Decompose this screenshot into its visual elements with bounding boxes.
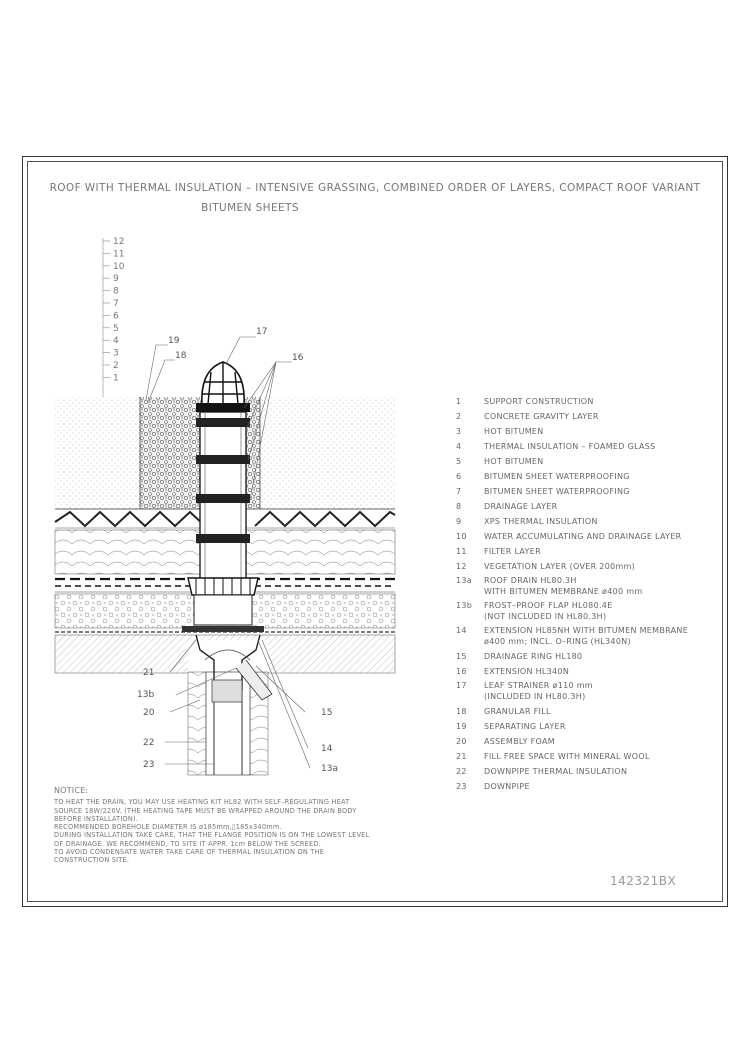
legend-item [452,424,722,439]
legend-text [484,576,722,597]
notice-block [54,787,394,865]
legend-item [452,454,722,469]
legend-number: 23 [456,782,467,791]
legend-number: 8 [456,502,462,511]
legend-item [452,649,722,664]
layer-scale-label: 4 [113,336,119,347]
leaf-strainer [196,362,250,412]
legend-number: 2 [456,412,462,421]
legend-number: 15 [456,652,467,661]
legend-number: 17 [456,681,467,690]
layer-scale-label: 7 [113,299,119,309]
legend-text [484,394,722,409]
legend-text-line: EXTENSION HL85NH WITH BITUMEN MEMBRANE [484,626,689,635]
legend-number: 7 [456,487,462,496]
legend-number: 11 [456,547,467,556]
layer-scale-label: 9 [113,274,119,285]
legend-text-line: LEAF STRAINER ø110 mm [484,681,593,690]
legend-item [452,544,722,559]
legend-item [452,394,722,409]
legend-text [484,469,722,484]
legend-text-line: THERMAL INSULATION – FOAMED GLASS [484,442,656,451]
legend-text [484,544,722,559]
legend-text-line: ASSEMBLY FOAM [484,737,555,746]
legend-number: 12 [456,562,467,571]
legend-text-line: DRAINAGE RING HL180 [484,652,583,661]
legend-text [484,626,722,647]
legend-text-line: XPS THERMAL INSULATION [484,517,598,526]
legend-text-line: FILL FREE SPACE WITH MINERAL WOOL [484,752,650,761]
legend-text [484,559,722,574]
layer-scale-label: 11 [113,249,125,260]
layer-scale [103,237,125,398]
notice-line: RECOMMENDED BOREHOLE DIAMETER IS ø185mm,▯185x340mm. [54,823,282,832]
legend-text-line: CONCRETE GRAVITY LAYER [484,412,599,421]
legend-text-line: DOWNPIPE THERMAL INSULATION [484,767,628,776]
legend-number: 13a [456,576,472,585]
layer-scale-label: 5 [113,323,119,334]
notice-line: OF DRAINAGE. WE RECOMMEND, TO SITE IT APPR. 1cm BELOW THE SCREED. [54,839,321,848]
legend-item [452,749,722,764]
legend-number: 5 [456,457,462,466]
layer-scale-label: 10 [113,261,125,272]
legend-item [452,514,722,529]
legend-text-line: EXTENSION HL340N [484,667,570,676]
legend-text [484,664,722,679]
legend-text [484,514,722,529]
legend-text-line: FILTER LAYER [484,547,541,556]
legend-text [484,749,722,764]
legend-number: 21 [456,752,467,761]
legend-item [452,529,722,544]
callout-18: 18 [175,351,187,361]
layer-scale-label: 12 [113,237,125,247]
notice-line: CONSTRUCTION SITE. [54,856,130,865]
legend-text [484,439,722,454]
legend-number: 18 [456,707,467,716]
legend-text-line: SUPPORT CONSTRUCTION [484,397,594,406]
legend-text [484,719,722,734]
layer-scale-label: 2 [113,361,119,371]
legend-text [484,601,722,622]
callout-20: 20 [143,708,155,718]
legend-number: 20 [456,737,467,746]
legend-text-line: ROOF DRAIN HL80.3H [484,576,577,585]
legend-item [452,499,722,514]
legend-text [484,779,722,794]
callout-13b: 13b [137,690,155,700]
callout-15: 15 [321,708,333,718]
legend-text-line: BITUMEN SHEET WATERPROOFING [484,487,630,496]
legend-item [452,719,722,734]
legend-item [452,469,722,484]
legend-text-line: SEPARATING LAYER [484,722,566,731]
drawing-code: 142321BX [610,874,677,888]
legend-number: 3 [456,427,462,436]
notice-line: DURING INSTALLATION TAKE CARE, THAT THE FLANGE POSITION IS ON THE LOWEST LEVEL [54,831,370,840]
callout-14: 14 [321,744,333,754]
legend-text-line: (INCLUDED IN HL80.3H) [484,691,586,701]
legend-number: 9 [456,517,462,526]
legend-text-line: WITH BITUMEN MEMBRANE ø400 mm [484,586,643,596]
legend-item [452,664,722,679]
legend-item [452,559,722,574]
legend-text-line: FROST–PROOF FLAP HL080.4E [484,601,613,610]
legend-text [484,529,722,544]
legend-item [452,624,722,649]
legend-text [484,681,722,702]
legend-item [452,734,722,749]
legend-item [452,574,722,599]
legend-text-line: DOWNPIPE [484,782,530,791]
callout-22: 22 [143,738,155,748]
legend-text-line: BITUMEN SHEET WATERPROOFING [484,472,630,481]
layer-scale-label: 1 [113,373,119,384]
legend-text-line: (NOT INCLUDED IN HL80.3H) [484,611,607,621]
legend-text [484,484,722,499]
legend-number: 22 [456,767,467,776]
notice-heading: NOTICE: [54,786,89,795]
notice-line: TO AVOID CONDENSATE WATER TAKE CARE OF THERMAL INSULATION ON THE [54,848,325,857]
layer-scale-label: 6 [113,311,119,322]
notice-line: SOURCE 18W/220V. (THE HEATING TAPE MUST BE WRAPPED AROUND THE DRAIN BODY [54,806,357,815]
legend-item [452,409,722,424]
legend-text-line: GRANULAR FILL [484,707,551,716]
legend-text-line: WATER ACCUMULATING AND DRAINAGE LAYER [484,532,682,541]
legend-item [452,599,722,624]
legend-text-line: HOT BITUMEN [484,427,544,436]
legend-item [452,679,722,704]
legend-text-line: HOT BITUMEN [484,457,544,466]
legend-item [452,764,722,779]
callout-13a: 13a [321,764,338,774]
legend-number: 14 [456,626,467,635]
legend-item [452,439,722,454]
legend-number: 6 [456,472,462,481]
legend-text [484,409,722,424]
notice-line: BEFORE INSTALLATION). [54,814,139,823]
legend-text [484,499,722,514]
legend-number: 19 [456,722,467,731]
legend-list [452,394,722,794]
downpipe-assembly [188,635,272,775]
legend-text-line: ø400 mm; INCL. O–RING (HL340N) [484,636,631,646]
legend-text [484,764,722,779]
legend-text [484,424,722,439]
legend-item [452,704,722,719]
legend-text [484,649,722,664]
legend-text-line: VEGETATION LAYER (OVER 200mm) [484,562,636,571]
legend-text [484,734,722,749]
legend-number: 1 [456,397,462,406]
legend-number: 16 [456,667,467,676]
drawing-subtitle: BITUMEN SHEETS [201,202,299,214]
legend-text [484,704,722,719]
drawing-title: ROOF WITH THERMAL INSULATION – INTENSIVE GRASSING, COMBINED ORDER OF LAYERS, COMPACT ROOF VARIANT [49,182,701,194]
layer-scale-label: 3 [113,348,119,359]
notice-line: TO HEAT THE DRAIN, YOU MAY USE HEATING KIT HL82 WITH SELF–REGULATING HEAT [54,798,350,807]
callout-21: 21 [143,668,155,678]
callout-19: 19 [168,336,180,346]
legend-number: 4 [456,442,462,451]
legend-text-line: DRAINAGE LAYER [484,502,558,511]
layer-scale-label: 8 [113,286,119,297]
legend-text [484,454,722,469]
callout-23: 23 [143,760,155,770]
callout-17: 17 [256,327,268,337]
legend-number: 10 [456,532,467,541]
legend-item [452,484,722,499]
legend-item [452,779,722,794]
legend-number: 13b [456,601,473,610]
callout-16: 16 [292,353,304,363]
